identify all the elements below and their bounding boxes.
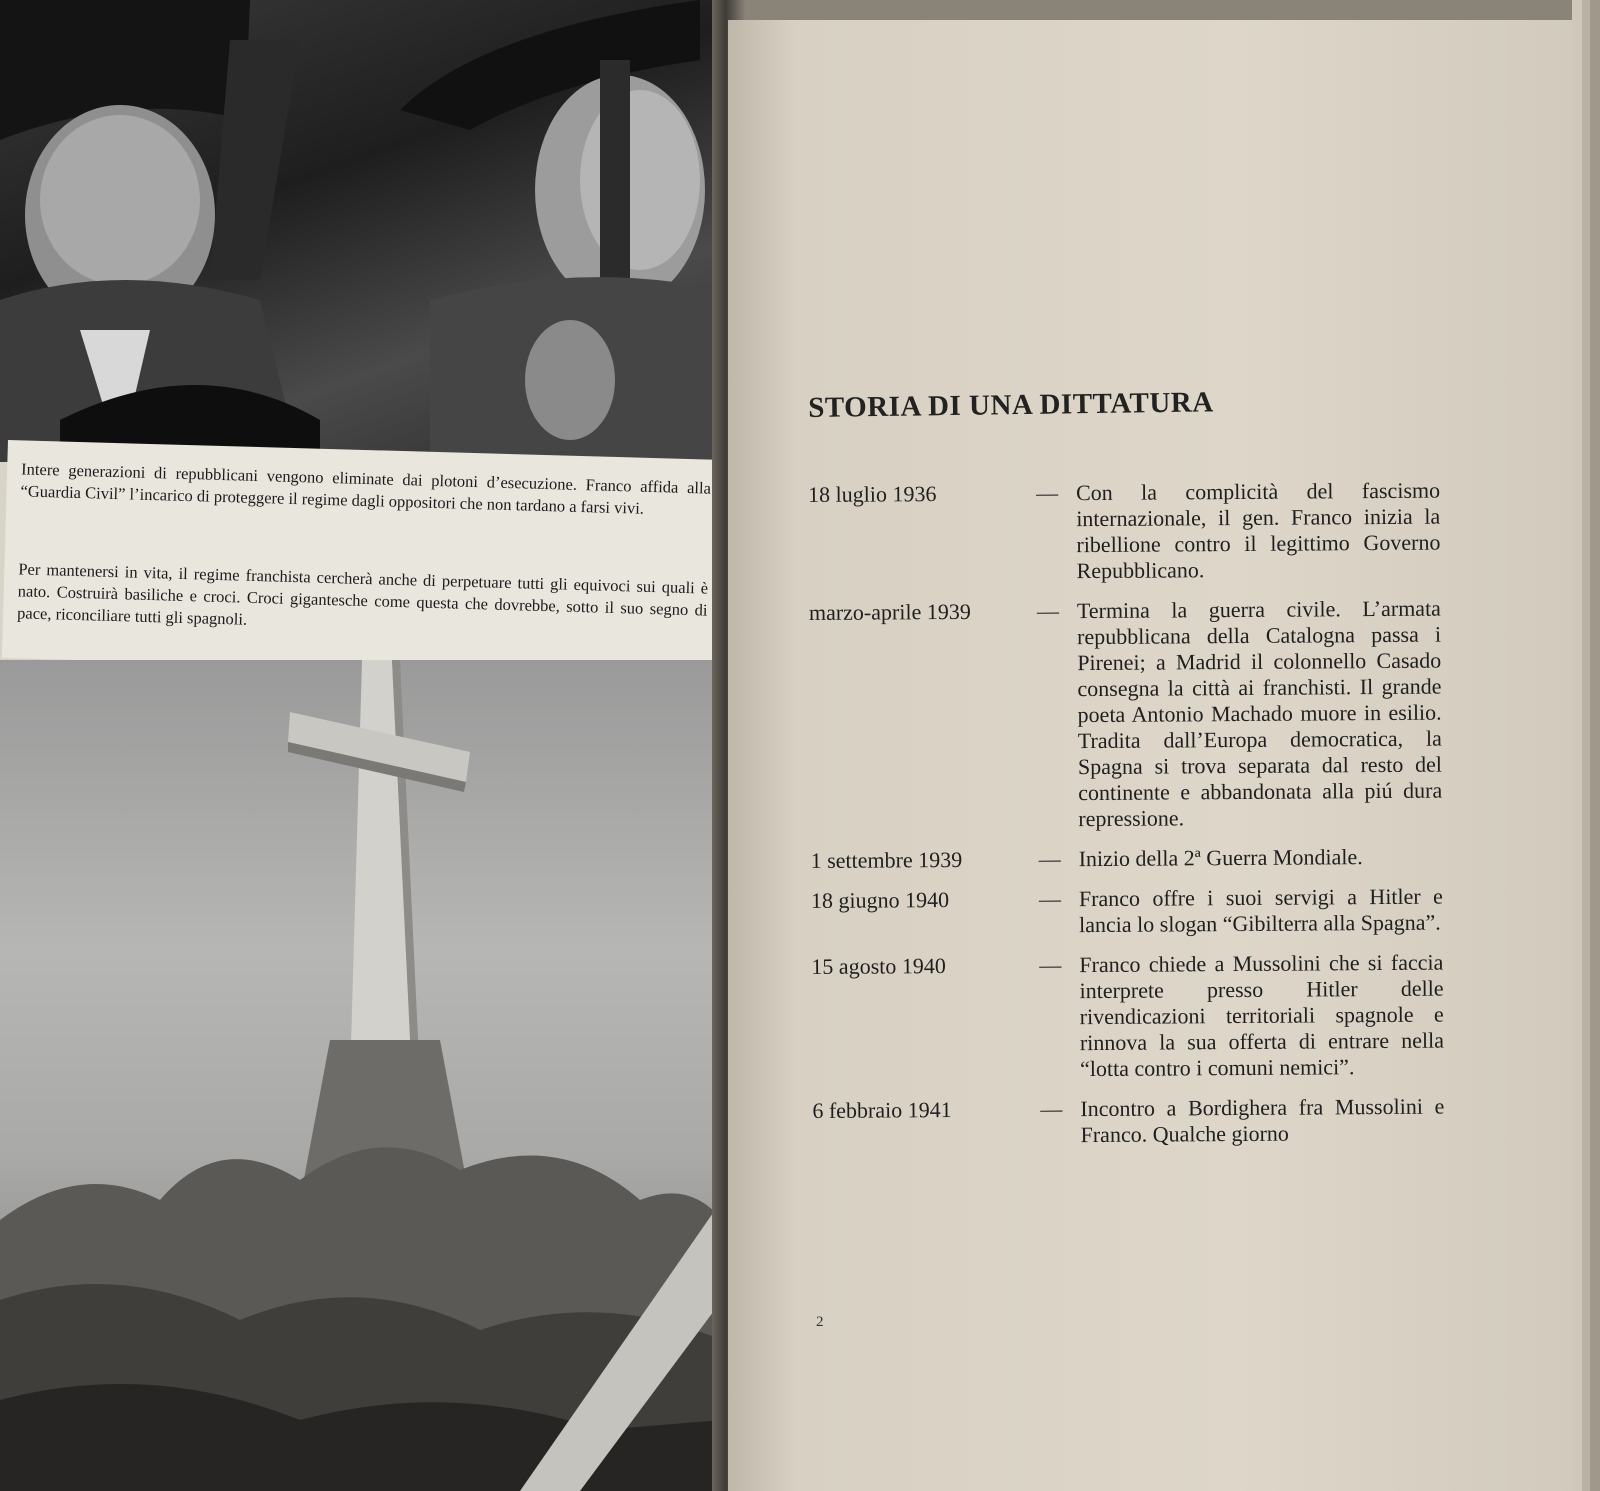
entry-dash: — [1040,1096,1063,1122]
entry-date: 18 giugno 1940 [810,887,950,913]
entry-date: marzo-aprile 1939 [808,598,971,625]
photo-soldiers-icon [0,0,722,462]
timeline-entry [812,1093,1556,1150]
caption-crosses: Per mantenersi in vita, il regime franchista cercherà anche di perpetuare tutti gli equivoci sui quali è nato. Costruirà basiliche e croci. Croci gigantesche come questa che dovrebbe, sotto il suo segno di pace, riconciliare tutti gli spagnoli. [16,559,709,629]
page-edge [1590,0,1600,1491]
page-title: STORIA DI UNA DITTATURA [808,386,1214,424]
entry-dash: — [1039,952,1062,978]
entry-dash: — [1035,480,1059,506]
page-edge [1582,0,1590,1491]
page-edge [1572,0,1582,1491]
entry-dash: — [1038,886,1062,912]
entry-date: 6 febbraio 1941 [812,1097,952,1123]
timeline-entry [808,477,1553,586]
timeline-entry [811,843,1555,874]
entry-text: Franco offre i suoi servigi a Hitler e lancia lo slogan “Gibilterra alla Spagna”. [1078,883,1443,938]
entry-date: 1 settembre 1939 [810,846,963,873]
right-page [728,20,1574,1491]
left-page [0,0,722,1491]
entry-dash: — [1038,846,1061,872]
timeline-entry [809,595,1555,834]
timeline [808,477,1557,1164]
entry-text: Con la complicità del fascismo internazionale, il gen. Franco inizia la ribellione contro il legittimo Governo Repubblicano. [1075,477,1441,584]
entry-date: 15 agosto 1940 [811,953,946,979]
entry-text: Franco chiede a Mussolini che si faccia interprete presso Hitler delle rivendicazioni territoriali spagnole e rinnova la sua offerta di entrare nella “lotta contro i comuni nemici”. [1079,949,1444,1082]
entry-dash: — [1036,598,1059,624]
timeline-entry [811,883,1555,940]
entry-text: Incontro a Bordighera fra Mussolini e Franco. Qualche giorno [1080,1093,1445,1148]
photo-cross-monument-icon [0,660,722,1491]
timeline-entry [811,949,1556,1084]
caption-firing-squads: Intere generazioni di repubblicani vengono eliminate dai plotoni d’esecuzione. Franco affida alla “Guardia Civil” l’incarico di proteggere il regime dagli oppositori che non tardano a farsi vivi. [20,459,712,518]
page-number: 2 [816,1314,824,1330]
caption-box [2,440,720,678]
entry-text: Inizio della 2ª Guerra Mondiale. [1078,844,1363,872]
entry-date: 18 luglio 1936 [808,481,937,507]
entry-text: Termina la guerra civile. L’armata repubblicana della Catalogna passa i Pirenei; a Madrid il colonnello Casado consegna la città ai franchisti. Il grande poeta Antonio Machado muore in esilio. Tradita dall’Europa democratica, la Spagna si trova separata dal resto del continente e abbandonata alla piú dura repressione. [1076,595,1443,832]
